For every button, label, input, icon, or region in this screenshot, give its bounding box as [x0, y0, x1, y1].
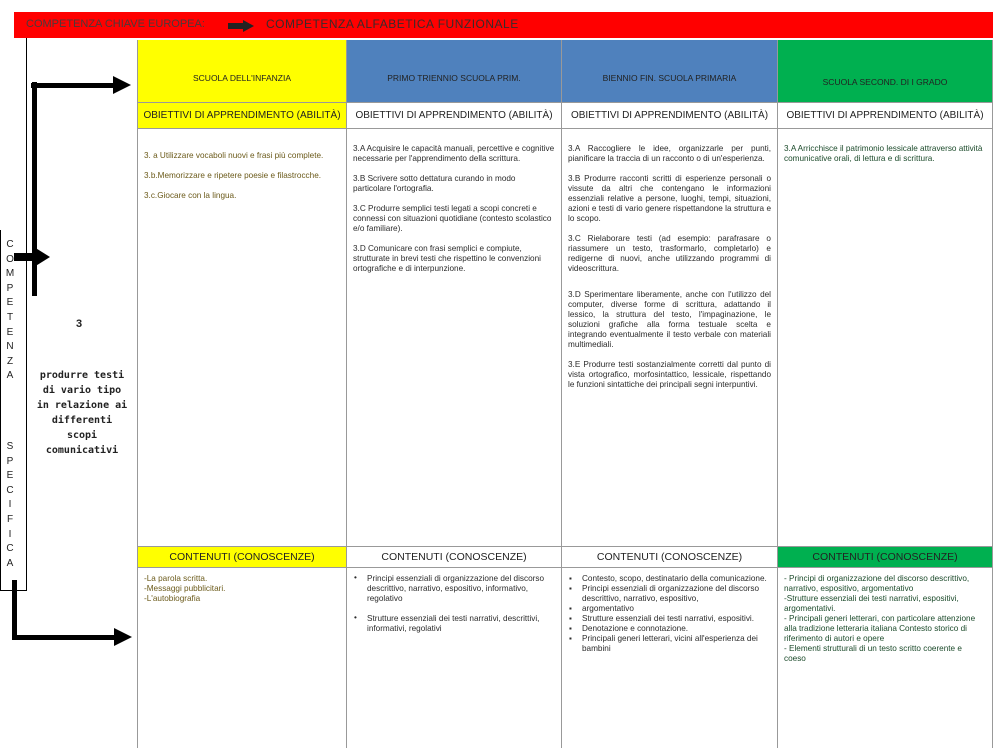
objective-item: 3. a Utilizzare vocaboli nuovi e frasi più complete.: [144, 151, 324, 160]
objectives-secondaria: [778, 129, 993, 546]
objective-item: 3.C Rielaborare testi (ad esempio: parafrasare o riassumere un testo, trasformarlo, completarlo) e redigerne di nuovi, anche utilizzando programmi di videoscrittura.: [568, 234, 771, 273]
header-secondaria: [778, 40, 993, 103]
content-item: • Principi essenziali di organizzazione del discorso descrittivo, narrativo, espositivo, informativo, regolativo: [367, 574, 555, 604]
content-item: ▪ argomentativo: [582, 604, 771, 614]
content-item: -Strutture essenziali dei testi narrativi, espositivi, argomentativi.: [784, 594, 959, 613]
objectives-primo: [347, 129, 562, 546]
objective-item: 3.E Produrre testi sostanzialmente corretti dal punto di vista ortografico, morfosintattico, lessicale, rispettando le funzioni sintattiche dei principali segni interpuntivi.: [568, 360, 771, 389]
header-biennio-label: BIENNIO FIN. SCUOLA PRIMARIA: [602, 73, 737, 83]
contents-label-biennio: CONTENUTI (CONOSCENZE): [562, 546, 778, 568]
content-item: ▪ Principali generi letterari, vicini all'esperienza dei bambini: [582, 634, 771, 654]
content-item: -L'autobiografia: [144, 594, 201, 603]
content-item: • Strutture essenziali dei testi narrativi, descrittivi, informativi, regolativi: [367, 614, 555, 634]
content-item: -Messaggi pubblicitari.: [144, 584, 226, 593]
vertical-word-competenza: C O M P E T E N Z A: [5, 239, 15, 382]
objectives-label-biennio: OBIETTIVI DI APPRENDIMENTO (ABILITÀ): [562, 103, 778, 129]
banner-title: COMPETENZA ALFABETICA FUNZIONALE: [266, 17, 519, 31]
header-infanzia-label: SCUOLA DELL'INFANZIA: [193, 73, 291, 83]
vertical-word-specifica: S P E C I F I C A: [6, 441, 14, 569]
header-secondaria-label: SCUOLA SECOND. DI I GRADO: [822, 77, 948, 87]
content-item: - Principali generi letterari, con particolare attenzione alla tradizione letteraria italiana Contesto storico di riferimento di autori e opere: [784, 614, 976, 643]
header-infanzia: [137, 40, 347, 103]
content-item: ▪ Strutture essenziali dei testi narrativi, espositivi.: [582, 614, 771, 624]
contents-label-primo: CONTENUTI (CONOSCENZE): [347, 546, 562, 568]
objective-item: 3.D Comunicare con frasi semplici e compiute, strutturate in brevi testi che rispettino le convenzioni ortografiche e di interpunzione.: [353, 244, 541, 273]
objectives-label-primo: OBIETTIVI DI APPRENDIMENTO (ABILITÀ): [347, 103, 562, 129]
objectives-infanzia: [137, 129, 347, 546]
content-item: ▪ Contesto, scopo, destinatario della comunicazione.: [582, 574, 771, 584]
content-item: ▪ Denotazione e connotazione.: [582, 624, 771, 634]
header-primo-label: PRIMO TRIENNIO SCUOLA PRIM.: [387, 73, 521, 83]
objective-item: 3.B Scrivere sotto dettatura curando in modo particolare l'ortografia.: [353, 174, 516, 193]
header-primo-triennio: [347, 40, 562, 103]
objective-item: 3.A Arricchisce il patrimonio lessicale attraverso attività comunicative orali, di lettura e di scrittura.: [784, 144, 983, 163]
bracket-bottom-icon: [8, 580, 138, 650]
left-frame-line: [26, 38, 27, 590]
objective-item: 3.D Sperimentare liberamente, anche con l'utilizzo del computer, diverse forme di scrittura, adattando il lessico, la struttura del testo, l'impaginazione, le soluzioni grafiche alla forma testuale scelta e integrando eventualmente il testo verbale con materiali multimediali.: [568, 290, 771, 349]
objective-item: 3.A Raccogliere le idee, organizzarle per punti, pianificare la traccia di un racconto o di un'esperienza.: [568, 144, 771, 163]
content-item: -La parola scritta.: [144, 574, 208, 583]
objective-item: 3.b.Memorizzare e ripetere poesie e filastrocche.: [144, 171, 322, 180]
objectives-biennio: [562, 129, 778, 546]
arrow-right-icon: [228, 20, 254, 32]
objective-item: 3.B Produrre racconti scritti di esperienze personali o vissute da altri che contengano le informazioni essenziali relative a persone, luoghi, tempi, situazioni, azioni e testi di vario genere rispettandone la struttura e lo scopo.: [568, 174, 771, 223]
objectives-label-secondaria: OBIETTIVI DI APPRENDIMENTO (ABILITÀ): [778, 103, 993, 129]
contents-label-infanzia: CONTENUTI (CONOSCENZE): [137, 546, 347, 568]
contents-secondaria: [778, 568, 993, 748]
objective-item: 3.A Acquisire le capacità manuali, percettive e cognitive necessarie per l'apprendimento della scrittura.: [353, 144, 555, 163]
content-item: - Elementi strutturali di un testo scritto coerente e coeso: [784, 644, 962, 663]
contents-primo: [347, 568, 562, 748]
competence-description: produrre testi di vario tipo in relazione ai differenti scopi comunicativi: [36, 370, 128, 456]
content-item: - Principi di organizzazione del discorso descrittivo, narrativo, espositivo, argomentativo: [784, 574, 970, 593]
objectives-label-infanzia: OBIETTIVI DI APPRENDIMENTO (ABILITÀ): [137, 103, 347, 129]
objective-item: 3.c.Giocare con la lingua.: [144, 191, 237, 200]
left-frame-outer: [0, 230, 1, 590]
objective-item: 3.C Produrre semplici testi legati a scopi concreti e connessi con situazioni quotidiane (contesto scolastico e/o familiare).: [353, 204, 552, 233]
content-item: ▪ Principi essenziali di organizzazione del discorso descrittivo, narrativo, espositivo,: [582, 584, 771, 604]
arrow-to-sidebar-icon: [12, 246, 52, 270]
header-biennio: [562, 40, 778, 103]
competence-banner: [14, 12, 993, 38]
contents-biennio: [562, 568, 778, 748]
banner-label: COMPETENZA CHIAVE EUROPEA:: [26, 18, 205, 30]
competence-number: 3: [76, 318, 83, 330]
contents-infanzia: [137, 568, 347, 748]
contents-label-secondaria: CONTENUTI (CONOSCENZE): [778, 546, 993, 568]
